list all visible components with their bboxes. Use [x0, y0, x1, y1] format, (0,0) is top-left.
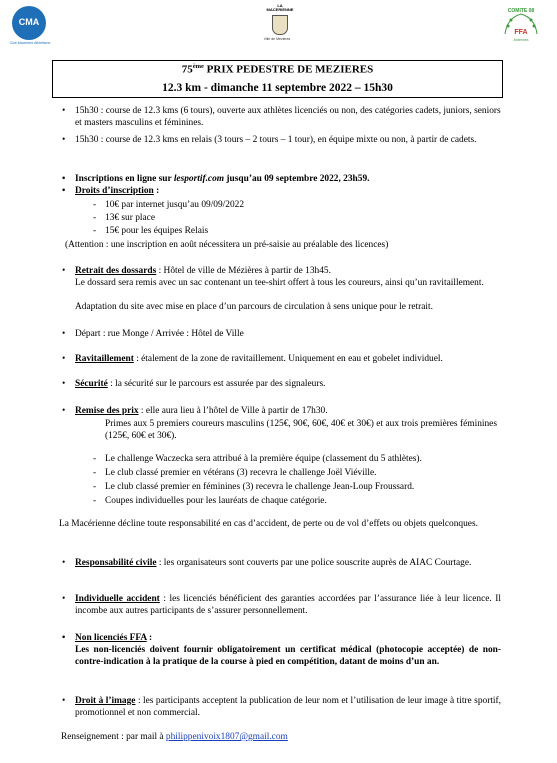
- price-item: - 15€ pour les équipes Relais: [105, 226, 208, 238]
- remise-label: Remise des prix: [75, 406, 139, 416]
- remise-line: [75, 406, 501, 418]
- ravitaillement-line: [75, 354, 501, 366]
- responsabilite-label: Responsabilité civile: [75, 558, 157, 568]
- retrait-adaptation: Adaptation du site avec mise en place d’un parcours de circulation à sens unique pour le retrait.: [75, 302, 433, 312]
- individuelle-line: [75, 594, 501, 618]
- title-box: [52, 60, 503, 98]
- individuelle-label: Individuelle accident: [75, 594, 160, 604]
- club-logo: [264, 4, 296, 41]
- title-edition: 75: [181, 63, 193, 76]
- club-logo-subtitle: Ville de Mézières: [263, 37, 291, 41]
- remise-item: - Le challenge Waczecka sera attribué à la première équipe (classement du 5 athlètes).: [105, 454, 497, 466]
- ffa-logo-bottom: Ardennes: [513, 38, 529, 42]
- retrait-text: : Hôtel de ville de Mézières à partir de 13h45.: [156, 266, 331, 276]
- securite-line: [75, 379, 501, 391]
- remise-item: - Le club classé premier en féminines (3) recevra le challenge Jean-Loup Froussard.: [105, 482, 497, 494]
- renseignement-text: Renseignement : par mail à: [61, 732, 166, 742]
- droit-image-text: : les participants acceptent la publication de leur nom et l’utilisation de leur image à titre sportif, promotionnel et non commercial.: [75, 696, 501, 718]
- email-link[interactable]: philippenivoix1807@gmail.com: [165, 732, 288, 742]
- ravitaillement-text: : étalement de la zone de ravitaillement. Uniquement en eau et gobelet individuel.: [133, 354, 443, 364]
- cma-logo: [12, 6, 46, 40]
- remise-item: - Le club classé premier en vétérans (3) recevra le challenge Joël Viéville.: [105, 468, 497, 480]
- cma-logo-subtitle: Club Maceriere Athletisme: [9, 41, 51, 45]
- price-item: - 13€ sur place: [105, 213, 155, 225]
- non-licencies-colon: :: [146, 633, 153, 643]
- club-crest-icon: [272, 15, 288, 35]
- club-logo-title: LA MACERIENNE: [266, 3, 294, 12]
- renseignement-line: [61, 732, 288, 744]
- title-edition-suffix: ème: [192, 63, 204, 70]
- inscriptions-text: Inscriptions en ligne sur: [75, 174, 174, 184]
- non-licencies-heading: [75, 633, 152, 645]
- retrait-line: [75, 266, 501, 278]
- disclaimer: La Macérienne décline toute responsabilité en cas d’accident, de perte ou de vol d’effets ou objets quelconques.: [59, 519, 478, 529]
- securite-text: : la sécurité sur le parcours est assurée par des signaleurs.: [107, 379, 326, 389]
- inscriptions-site: lesportif.com: [173, 174, 225, 184]
- title-name: PRIX PEDESTRE DE MEZIERES: [203, 63, 374, 76]
- responsabilite-text: : les organisateurs sont couverts par une police souscrite auprès de AIAC Courtage.: [156, 558, 472, 568]
- inscriptions-line: [75, 174, 501, 186]
- course-item: • 15h30 : course de 12.3 kms en relais (3 tours – 2 tours – 1 tour), en équipe mixte ou non, à partir de cadets.: [75, 135, 501, 147]
- droits-heading: [75, 186, 159, 198]
- droits-colon: :: [153, 186, 160, 196]
- inscriptions-deadline: jusqu’au 09 septembre 2022, 23h59.: [224, 174, 370, 184]
- price-item: - 10€ par internet jusqu’au 09/09/2022: [105, 200, 244, 212]
- non-licencies-label: Non licenciés FFA: [75, 633, 147, 643]
- retrait-label: Retrait des dossards: [75, 266, 157, 276]
- responsabilite-line: [75, 558, 501, 570]
- attention-note: (Attention : une inscription en août nécessitera un pré-saisie au préalable des licences): [65, 240, 389, 250]
- title-line1: [53, 63, 502, 77]
- ffa-comite-logo: [497, 4, 545, 44]
- cma-logo-text: CMA: [18, 17, 40, 28]
- droit-image-line: [75, 696, 501, 720]
- droits-label: Droits d’inscription: [75, 186, 154, 196]
- retrait-details: Le dossard sera remis avec un sac contenant un tee-shirt offert à tous les coureurs, ainsi qu’un ravitaillement.: [75, 278, 484, 288]
- ffa-logo-mid: FFA: [514, 29, 528, 36]
- droit-image-label: Droit à l’image: [75, 696, 136, 706]
- securite-label: Sécurité: [75, 379, 108, 389]
- ffa-logo-top: COMITE 08: [507, 8, 535, 14]
- non-licencies-text: Les non-licenciés doivent fournir obligatoirement un certificat médical (photocopie acceptée) de non-contre-indication à la pratique de la course à pied en compétition, datant de moins d’un an.: [75, 645, 501, 667]
- remise-text: : elle aura lieu à l’hôtel de Ville à partir de 17h30.: [138, 406, 328, 416]
- remise-primes: Primes aux 5 premiers coureurs masculins (125€, 90€, 60€, 40€ et 30€) et aux trois premières féminines (125€, 60€ et 30€).: [105, 419, 497, 441]
- course-item: • 15h30 : course de 12.3 kms (6 tours), ouverte aux athlètes licenciés ou non, des catégories cadets, juniors, seniors et masters masculins et féminines.: [75, 106, 501, 130]
- remise-item: - Coupes individuelles pour les lauréats de chaque catégorie.: [105, 496, 497, 508]
- depart-line: • Départ : rue Monge / Arrivée : Hôtel de Ville: [75, 329, 244, 341]
- individuelle-text: : les licenciés bénéficient des garanties accordées par l’assurance liée à leur licence. Il incombe aux autres participants de s’assurer personnellement.: [75, 594, 501, 616]
- title-line2: 12.3 km - dimanche 11 septembre 2022 – 15h30: [162, 82, 393, 95]
- ravitaillement-label: Ravitaillement: [75, 354, 134, 364]
